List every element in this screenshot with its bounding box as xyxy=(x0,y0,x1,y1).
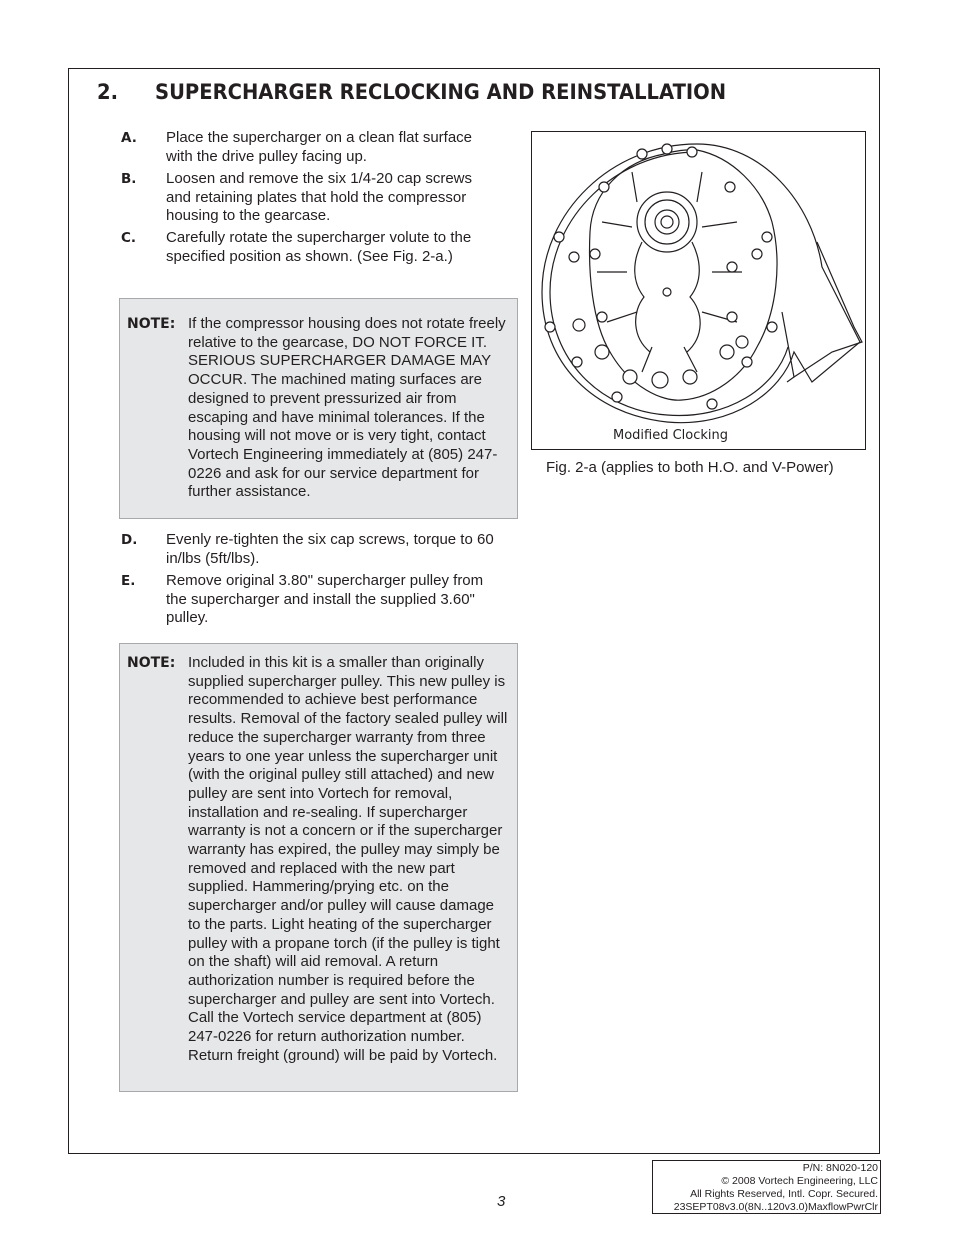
section-number: 2. xyxy=(97,80,119,104)
note-label: NOTE: xyxy=(127,316,176,332)
note-text: If the compressor housing does not rotate freely relative to the gearcase, DO NOT FORCE IT. SERIOUS SUPERCHARGER DAMAGE MAY OCCUR. The machined mating surfaces are designed to prevent pressurized air from escaping and have minimal tolerances. If the housing will not move or is very tight, contact Vortech Engineering immediately at (805) 247-0226 and ask for our service department for further assistance. xyxy=(188,315,506,501)
step-a xyxy=(121,129,521,166)
note-text: Included in this kit is a smaller than originally supplied supercharger pulley. This new pulley is recommended to achieve best performance results. Removal of the factory sealed pulley will reduce the supercharger warranty from three years to one year unless the supercharger unit (with the original pulley still attached) and new pulley are sent into Vortech for removal, installation and re-sealing. If supercharger warranty is not a concern or if the supercharger warranty has expired, the pulley may simply be removed and replaced with the new part supplied. Hammering/prying etc. on the supercharger and/or pulley will cause damage to the parts. Light heating of the supercharger pulley with a propane torch (if the pulley is tight on the shaft) will aid removal. A return authorization number is required before the supercharger and pulley are sent into Vortech. Call the Vortech service department at (805) 247-0226 for return authorization number. Return freight (ground) will be paid by Vortech. xyxy=(188,654,508,1064)
footer-rights: All Rights Reserved, Intl. Copr. Secured. xyxy=(690,1188,878,1200)
figure-inner-caption: Modified Clocking xyxy=(613,428,729,443)
figure-caption: Fig. 2-a (applies to both H.O. and V-Power) xyxy=(546,459,834,476)
step-text: Loosen and remove the six 1/4-20 cap screws and retaining plates that hold the compressor housing to the gearcase. xyxy=(166,170,472,224)
step-d xyxy=(121,531,521,568)
step-label: E. xyxy=(121,573,136,589)
step-c xyxy=(121,229,521,266)
footer-info-box xyxy=(652,1160,881,1214)
page-number: 3 xyxy=(497,1193,506,1210)
step-b xyxy=(121,170,521,226)
footer-part-number: P/N: 8N020-120 xyxy=(802,1162,878,1174)
step-label: B. xyxy=(121,171,137,187)
step-label: D. xyxy=(121,532,138,548)
step-label: A. xyxy=(121,130,137,146)
footer-version: 23SEPT08v3.0(8N..120v3.0)MaxflowPwrClr xyxy=(673,1201,878,1213)
step-label: C. xyxy=(121,230,137,246)
note-label: NOTE: xyxy=(127,655,176,671)
figure-modified-clocking xyxy=(531,131,866,450)
footer-copyright: © 2008 Vortech Engineering, LLC xyxy=(721,1175,878,1187)
supercharger-clocking-diagram xyxy=(532,132,865,449)
step-text: Place the supercharger on a clean flat surface with the drive pulley facing up. xyxy=(166,129,473,165)
step-text: Carefully rotate the supercharger volute to the specified position as shown. (See Fig. 2-a.) xyxy=(166,229,472,265)
note-box-housing xyxy=(119,298,518,519)
section-title: SUPERCHARGER RECLOCKING AND REINSTALLATION xyxy=(155,80,727,104)
step-text: Evenly re-tighten the six cap screws, torque to 60 in/lbs (5ft/lbs). xyxy=(166,531,494,567)
note-box-pulley xyxy=(119,643,518,1092)
step-text: Remove original 3.80" supercharger pulley from the supercharger and install the supplied 3.60" pulley. xyxy=(166,572,484,626)
step-e xyxy=(121,572,521,628)
